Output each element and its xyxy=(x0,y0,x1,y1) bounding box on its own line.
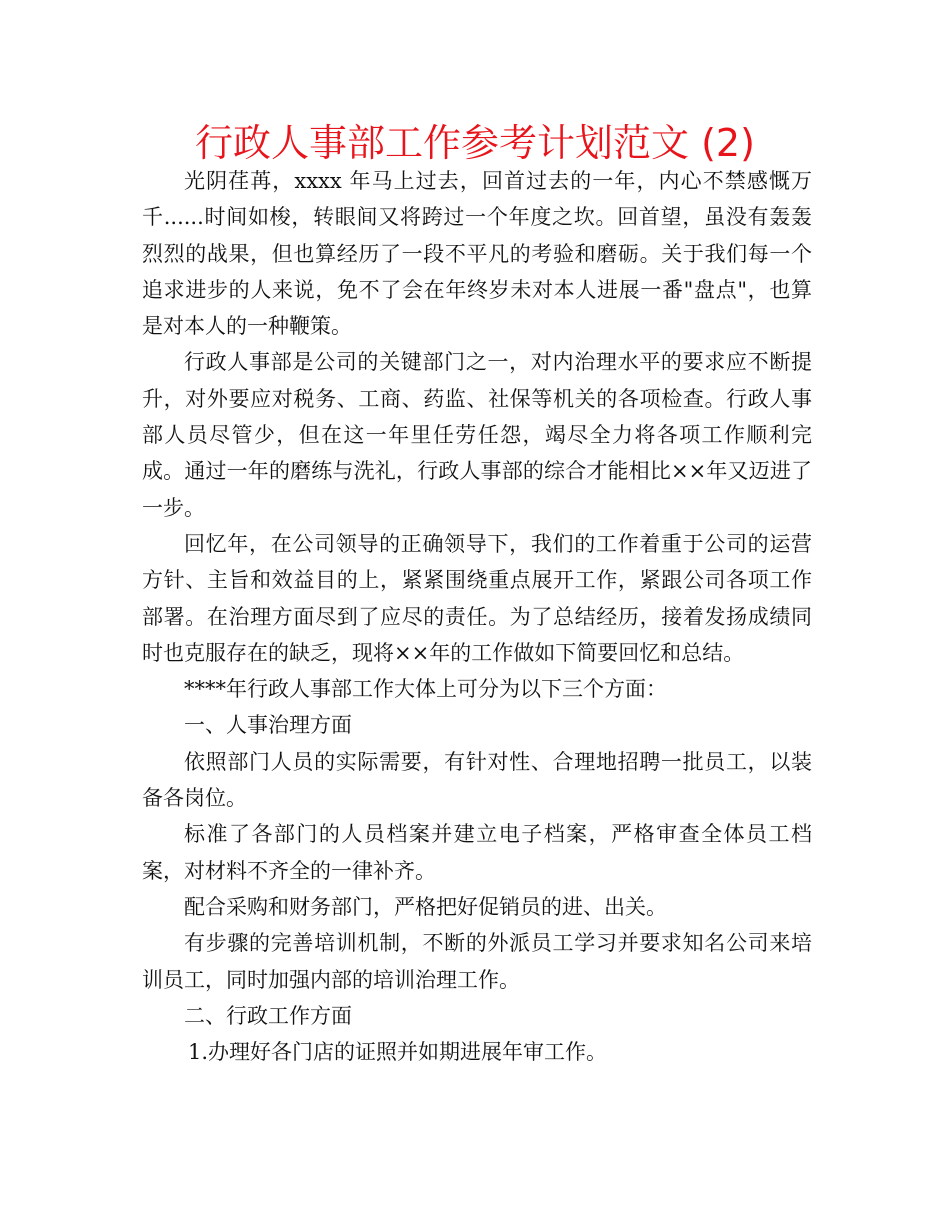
section-heading-administration: 二、行政工作方面 xyxy=(184,1003,352,1028)
paragraph-review: 回忆年，在公司领导的正确领导下，我们的工作着重于公司的运营方针、主旨和效益目的上，紧紧围绕重点展开工作，紧跟公司各项工作部署。在治理方面尽到了应尽的责任。为了总结经历，接着发扬成绩同时也克服存在的缺乏，现将××年的工作做如下简要回忆和总结。 xyxy=(142,531,812,665)
paragraph-recruitment: 依照部门人员的实际需要，有针对性、合理地招聘一批员工，以装备各岗位。 xyxy=(142,749,812,811)
paragraph-overview: ****年行政人事部工作大体上可分为以下三个方面： xyxy=(184,677,667,702)
section-heading-personnel: 一、人事治理方面 xyxy=(184,713,352,738)
list-item-licenses: 1.办理好各门店的证照并如期进展年审工作。 xyxy=(188,1040,608,1065)
document-body xyxy=(142,163,812,1070)
paragraph-training: 有步骤的完善培训机制，不断的外派员工学习并要求知名公司来培训员工，同时加强内部的培训治理工作。 xyxy=(142,931,812,992)
document-title: 行政人事部工作参考计划范文 (2) xyxy=(195,121,755,165)
paragraph-department-role: 行政人事部是公司的关键部门之一，对内治理水平的要求应不断提升，对外要应对税务、工商、药监、社保等机关的各项检查。行政人事部人员尽管少，但在这一年里任劳任怨，竭尽全力将各项工作顺利完成。通过一年的磨练与洗礼，行政人事部的综合才能相比××年又迈进了一步。 xyxy=(142,350,812,520)
paragraph-intro: 光阴荏苒，xxxx 年马上过去，回首过去的一年，内心不禁感慨万千......时间如梭，转眼间又将跨过一个年度之坎。回首望，虽没有轰轰烈烈的战果，但也算经历了一段不平凡的考验和磨砺。关于我们每一个追求进步的人来说，免不了会在年终岁未对本人进展一番"盘点"，也算是对本人的一种鞭策。 xyxy=(142,169,812,339)
paragraph-promoters: 配合采购和财务部门，严格把好促销员的进、出关。 xyxy=(184,894,667,919)
paragraph-archives: 标准了各部门的人员档案并建立电子档案，严格审查全体员工档案，对材料不齐全的一律补齐。 xyxy=(142,822,812,883)
